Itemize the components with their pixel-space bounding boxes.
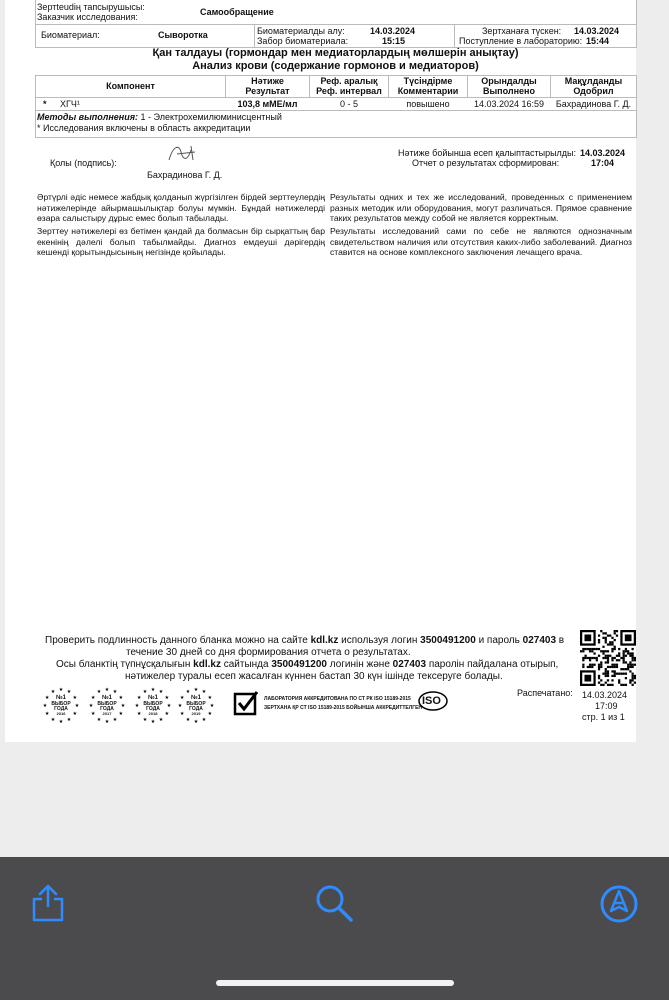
disclaimer-ru-2: Результаты исследований сами по себе не являются однозначным свидетельством наличия или отсутствия каких-либо заболеваний. Диагноз ставится на основе комплексного заключения лечащего врача. xyxy=(330,226,632,257)
svg-text:★: ★ xyxy=(136,695,142,701)
svg-text:★: ★ xyxy=(72,695,78,701)
printed-time: 17:09 xyxy=(595,701,618,711)
collect-label-kz: Биоматериалды алу: xyxy=(257,26,345,36)
award-text: 2016 xyxy=(56,711,66,716)
svg-text:★: ★ xyxy=(179,711,185,717)
svg-text:★: ★ xyxy=(150,687,156,693)
award-badge xyxy=(134,686,172,724)
printed-label: Распечатано: xyxy=(517,688,573,698)
svg-text:★: ★ xyxy=(185,689,191,696)
checkbox-check-icon xyxy=(233,690,259,716)
svg-text:★: ★ xyxy=(66,716,72,723)
svg-text:★: ★ xyxy=(90,711,96,717)
award-text: ГОДА xyxy=(54,706,68,712)
col-ref-header-ru: Реф. интервал xyxy=(316,86,382,96)
svg-text:★: ★ xyxy=(142,716,148,723)
markup-icon[interactable] xyxy=(598,883,640,925)
col-comment-header-kz: Түсіндірме xyxy=(403,76,453,86)
document-page xyxy=(5,0,636,742)
col-result-header-kz: Нәтиже xyxy=(251,76,284,86)
svg-text:★: ★ xyxy=(201,689,207,696)
svg-text:★: ★ xyxy=(166,703,172,709)
comment-value: повышено xyxy=(406,99,450,109)
disclaimer-ru-1: Результаты одних и тех же исследований, проведенных с применением разных методик или оборудования, могут различаться. Прямое сравнение таких результатов между собой не является корректным. xyxy=(330,192,632,223)
report-label-ru: Отчет о результатах сформирован: xyxy=(412,158,560,168)
award-text: 2017 xyxy=(102,711,112,716)
collect-label-ru: Забор биоматериала: xyxy=(257,36,349,46)
col-approved-header-ru: Одобрил xyxy=(573,86,614,96)
award-text: ВЫБОР xyxy=(143,701,163,707)
svg-text:★: ★ xyxy=(179,695,185,701)
svg-text:★: ★ xyxy=(142,689,148,696)
svg-text:★: ★ xyxy=(50,716,56,723)
svg-text:★: ★ xyxy=(90,695,96,701)
home-indicator[interactable] xyxy=(216,980,454,986)
svg-text:★: ★ xyxy=(207,711,213,717)
signature-label: Қолы (подпись): xyxy=(50,158,117,168)
svg-text:★: ★ xyxy=(193,719,199,724)
verify-kz-line1: Осы бланктің түпнұсқалығын kdl.kz сайтында 3500491200 логинін және 027403 паролін пайдалана отырып, xyxy=(56,659,559,670)
customer-label-ru: Заказчик исследования: xyxy=(37,12,138,22)
svg-text:★: ★ xyxy=(50,689,56,696)
svg-text:★: ★ xyxy=(164,711,170,717)
svg-text:★: ★ xyxy=(66,689,72,696)
report-label-kz: Нәтиже бойынша есеп қалыптастырылды: xyxy=(398,148,577,158)
svg-text:★: ★ xyxy=(158,689,164,696)
svg-text:★: ★ xyxy=(201,716,207,723)
customer-label-kz: Зертteudің тапсырушысы: xyxy=(37,2,145,12)
award-text: 2019 xyxy=(191,711,201,716)
component-name: ХГЧ¹ xyxy=(60,99,80,109)
title-ru: Анализ крови (содержание гормонов и медиаторов) xyxy=(192,60,479,72)
svg-text:★: ★ xyxy=(58,719,64,724)
svg-text:★: ★ xyxy=(58,687,64,693)
col-result-header-ru: Результат xyxy=(245,86,290,96)
award-text: 2018 xyxy=(148,711,158,716)
svg-text:★: ★ xyxy=(72,711,78,717)
methods-line xyxy=(37,112,282,122)
svg-text:★: ★ xyxy=(42,703,48,709)
svg-text:★: ★ xyxy=(118,695,124,701)
svg-text:★: ★ xyxy=(185,716,191,723)
report-date: 14.03.2024 xyxy=(580,148,626,158)
col-ref-header-kz: Реф. аралық xyxy=(320,76,378,86)
signature-scribble xyxy=(165,142,205,166)
svg-text:★: ★ xyxy=(104,719,110,724)
award-badge xyxy=(88,686,126,724)
award-text: №1 xyxy=(190,695,202,701)
col-done-header-kz: Орындалды xyxy=(481,76,537,86)
svg-text:★: ★ xyxy=(96,689,102,696)
award-badge xyxy=(42,686,80,724)
col-component-header: Компонент xyxy=(106,81,155,91)
svg-text:★: ★ xyxy=(120,703,126,709)
share-icon[interactable] xyxy=(30,882,66,922)
svg-text:★: ★ xyxy=(44,695,50,701)
svg-text:★: ★ xyxy=(177,703,183,709)
received-label-ru: Поступление в лабораторию: xyxy=(459,36,583,46)
methods-value: 1 - Электрохемилюминисцентный xyxy=(140,112,282,122)
ref-interval: 0 - 5 xyxy=(339,99,358,109)
printed-date: 14.03.2024 xyxy=(582,690,628,700)
disclaimer-kz-1: Әртүрлі әдіс немесе жабдық қолданып жүргізілген бірдей зерттеулердің нәтижелерінде айырмашылықтар болуы мүмкін. Бұндай нәтижелерді өзара салыстыру дұрыс емес болып табылады. xyxy=(37,192,325,223)
search-icon[interactable] xyxy=(314,883,354,923)
verify-ru-line1: Проверить подлинность данного бланка можно на сайте kdl.kz используя логин 3500491200 и пароль 027403 в xyxy=(45,635,565,646)
accreditation-note: * Исследования включены в область аккредитации xyxy=(37,123,251,133)
col-done-header-ru: Выполнено xyxy=(483,86,535,96)
disclaimer-kz-2: Зерттеу нәтижелері өз бетімен қандай да болмасын бір сырқаттың бар екенінің дәлелі болып табылмайды. Диагноз емдеуші дәрігердің кешенді қорытындысының негізінде қойылады. xyxy=(37,226,325,257)
accreditation-line-ru: ЛАБОРАТОРИЯ АККРЕДИТОВАНА ПО СТ РК ISO 15189-2015 xyxy=(264,696,411,702)
collect-date: 14.03.2024 xyxy=(370,26,416,36)
received-time: 15:44 xyxy=(586,36,610,46)
verify-kz-line2: нәтижелер туралы есеп жасалған күннен бастап 30 күн ішінде тексеруге болады. xyxy=(125,671,503,682)
verify-password: 027403 xyxy=(522,635,557,646)
svg-text:★: ★ xyxy=(104,687,110,693)
verify-site: kdl.kz xyxy=(310,635,339,646)
svg-text:★: ★ xyxy=(88,703,94,709)
approved-by: Бахрадинова Г. Д. xyxy=(555,99,632,109)
svg-text:★: ★ xyxy=(96,716,102,723)
award-badge xyxy=(177,686,215,724)
award-text: ВЫБОР xyxy=(97,701,117,707)
svg-text:★: ★ xyxy=(112,716,118,723)
svg-text:★: ★ xyxy=(193,687,199,693)
bottom-toolbar xyxy=(0,857,669,1000)
award-text: №1 xyxy=(147,695,159,701)
collect-time: 15:15 xyxy=(382,36,406,46)
verify-ru-line2: течение 30 дней со дня формирования отчета о результатах. xyxy=(126,647,411,658)
col-approved-header-kz: Мақұлданды xyxy=(564,76,623,86)
award-text: №1 xyxy=(55,695,67,701)
svg-text:★: ★ xyxy=(150,719,156,724)
award-text: ВЫБОР xyxy=(51,701,71,707)
methods-label: Методы выполнения: xyxy=(37,112,139,122)
done-datetime: 14.03.2024 16:59 xyxy=(473,99,545,109)
award-text: №1 xyxy=(101,695,113,701)
col-comment-header-ru: Комментарии xyxy=(397,86,459,96)
svg-text:★: ★ xyxy=(74,703,80,709)
svg-text:★: ★ xyxy=(44,711,50,717)
verify-login: 3500491200 xyxy=(420,635,476,646)
svg-text:★: ★ xyxy=(134,703,140,709)
award-text: ГОДА xyxy=(189,706,203,712)
svg-text:★: ★ xyxy=(207,695,213,701)
svg-text:★: ★ xyxy=(209,703,215,709)
biomaterial-value: Сыворотка xyxy=(158,30,208,40)
received-date: 14.03.2024 xyxy=(574,26,620,36)
received-label-kz: Зертханаға түскен: xyxy=(482,26,562,36)
qr-code xyxy=(580,630,636,686)
customer-value: Самообращение xyxy=(200,7,274,17)
svg-text:★: ★ xyxy=(118,711,124,717)
svg-text:★: ★ xyxy=(136,711,142,717)
result-value: 103,8 мМЕ/мл xyxy=(237,99,298,109)
svg-text:★: ★ xyxy=(158,716,164,723)
svg-text:★: ★ xyxy=(112,689,118,696)
title-kz: Қан талдауы (гормондар мен медиаторлардың мөлшерін анықтау) xyxy=(152,47,519,59)
page-counter: стр. 1 из 1 xyxy=(582,712,625,722)
accreditation-line-kz: ЗЕРТХАНА ҚР СТ ISO 15189-2015 БОЙЫНША АККРЕДИТТЕЛГЕН xyxy=(264,705,423,711)
accredited-mark: * xyxy=(43,99,47,109)
award-text: ВЫБОР xyxy=(186,701,206,707)
signer-name: Бахрадинова Г. Д. xyxy=(147,170,223,180)
svg-text:★: ★ xyxy=(164,695,170,701)
report-time: 17:04 xyxy=(591,158,615,168)
iso-logo: ISO xyxy=(418,691,448,711)
award-text: ГОДА xyxy=(100,706,114,712)
award-text: ГОДА xyxy=(146,706,160,712)
biomaterial-label: Биоматериал: xyxy=(41,30,100,40)
